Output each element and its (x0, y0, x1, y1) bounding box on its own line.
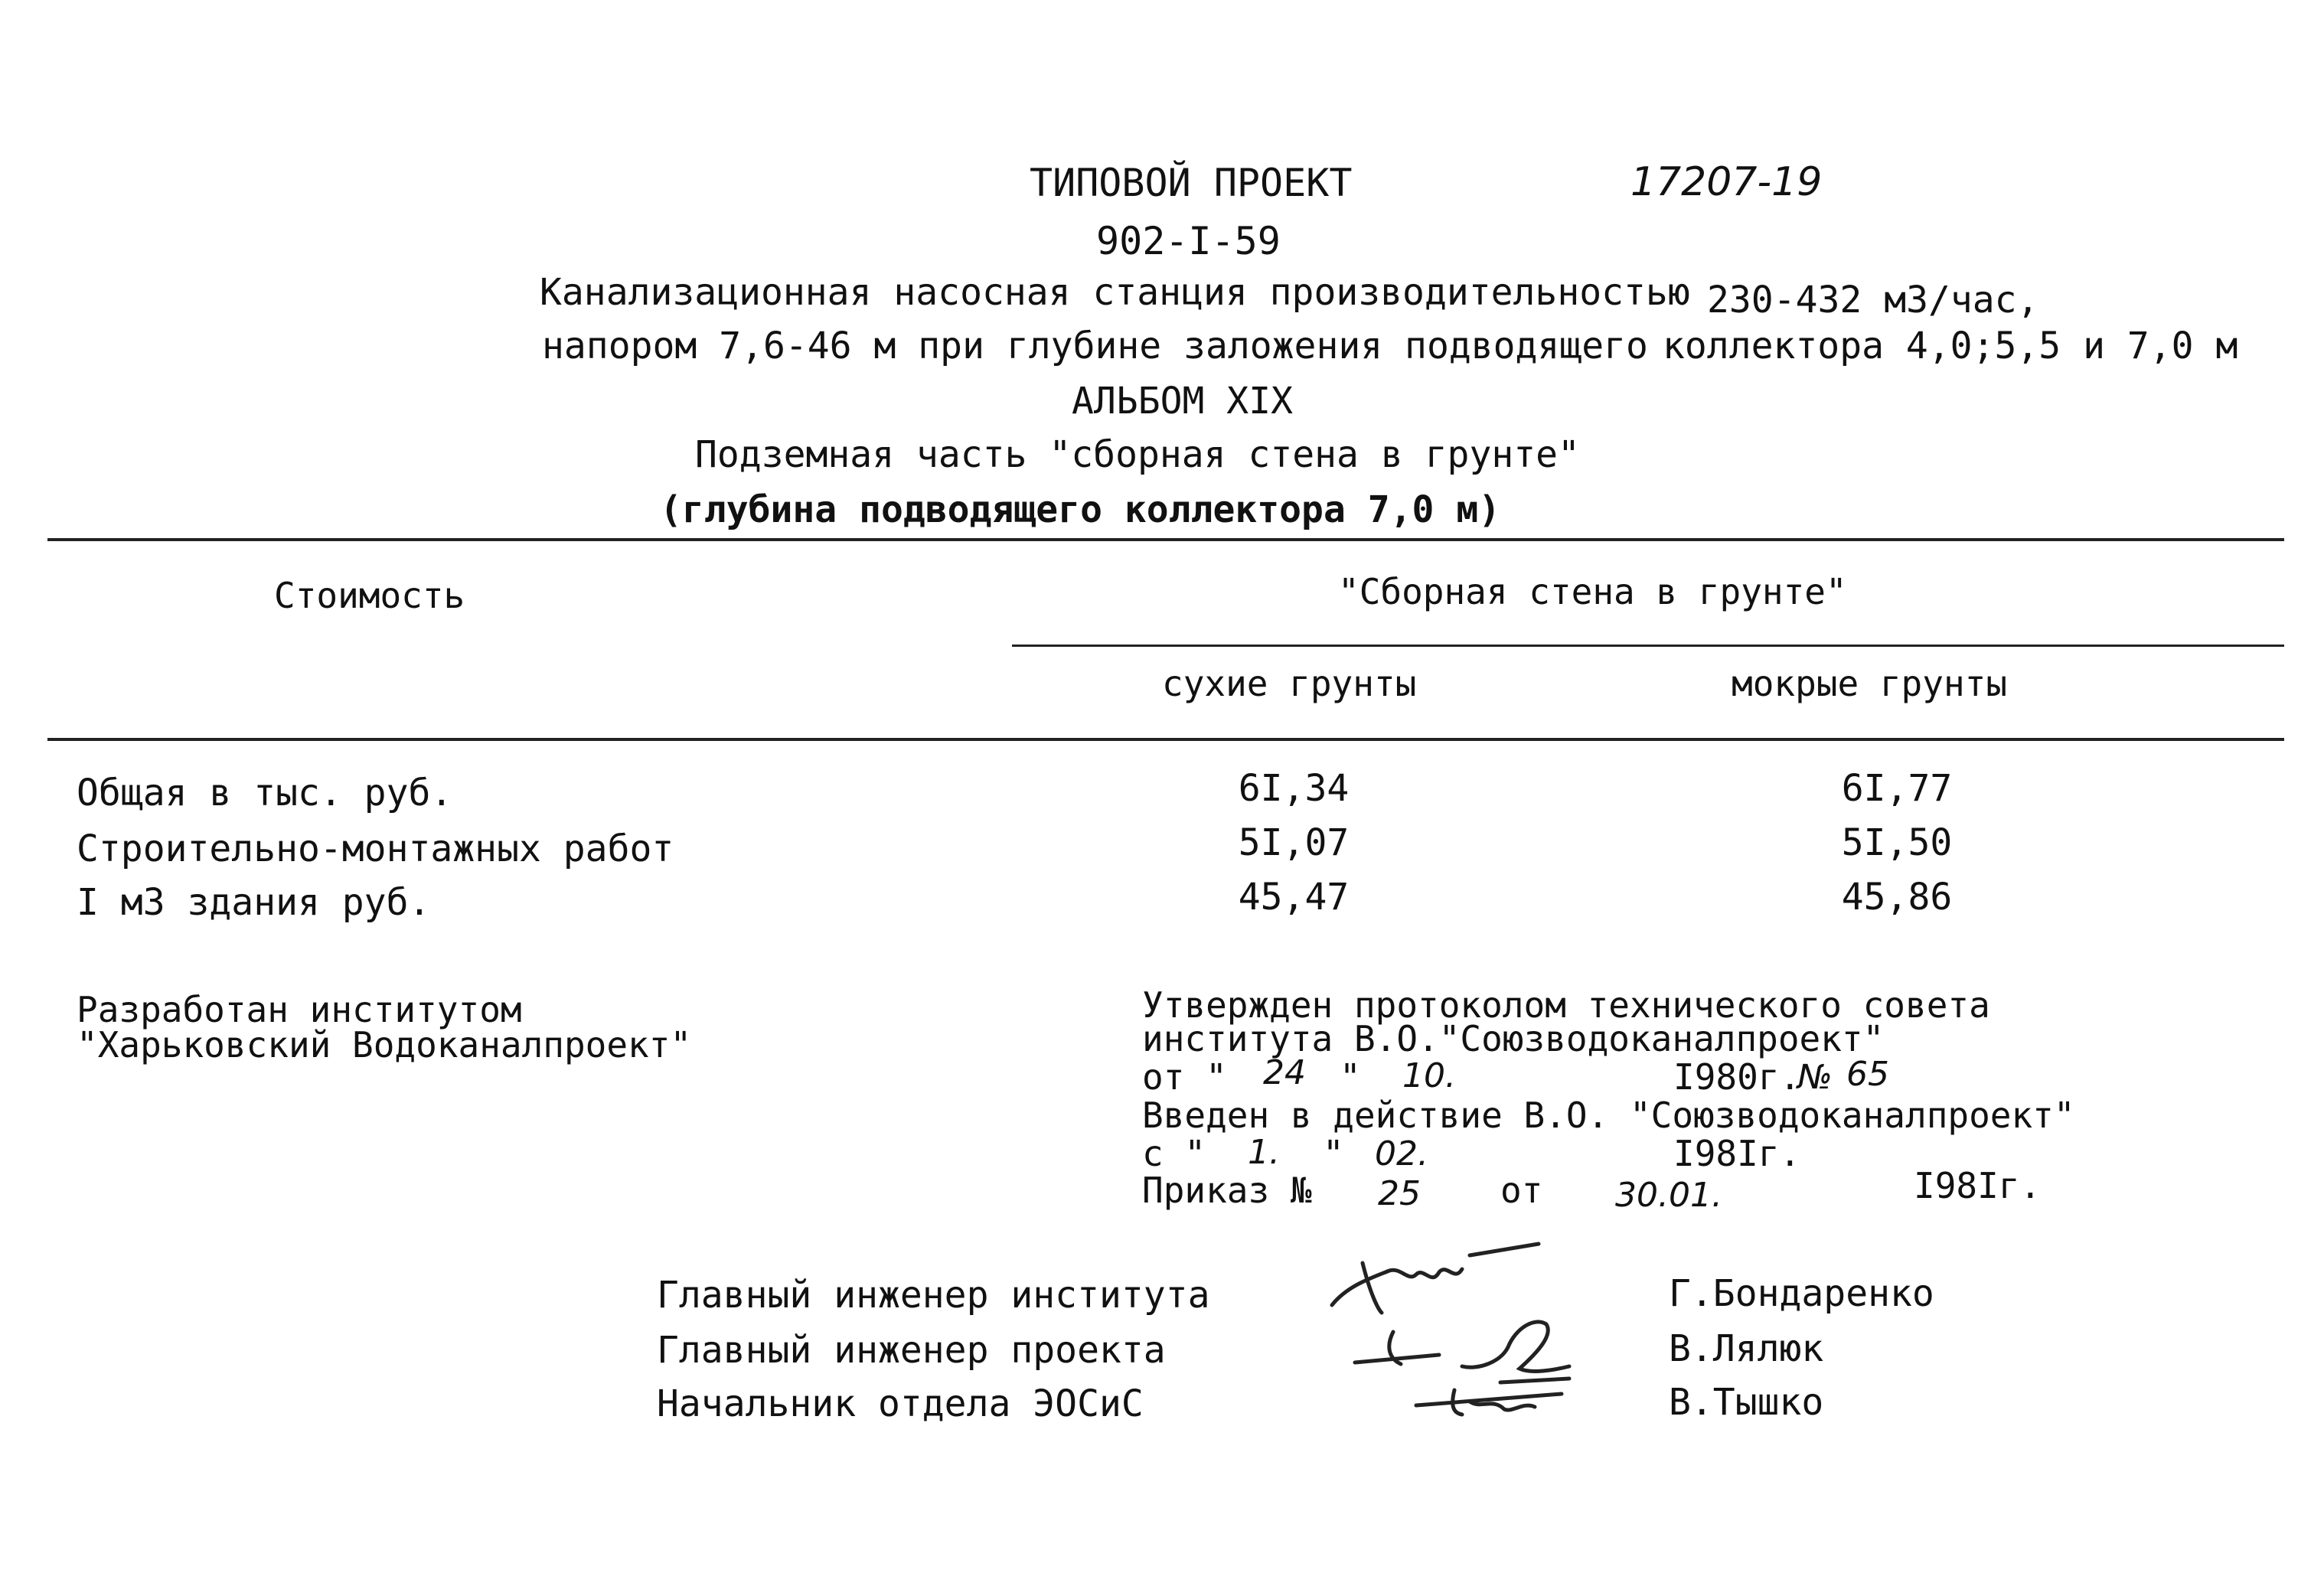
developer-label: Разработан институтом (77, 989, 522, 1030)
order-year: I98Iг. (1914, 1165, 2042, 1206)
approval-line1: Утвержден протоколом технического совета (1142, 984, 1990, 1026)
column-header-wet-soil: мокрые грунты (1732, 663, 2008, 704)
approval-date-month: 10. (1402, 1056, 1456, 1095)
description-capacity: 230-432 м3/час, (1707, 279, 2039, 321)
signatory-name: В.Тышко (1669, 1381, 1824, 1424)
signatory-role: Начальник отдела ЭОСиС (657, 1382, 1144, 1425)
approval-date-quote: " (1340, 1056, 1361, 1098)
enacted-date-quote: " (1323, 1133, 1344, 1174)
column-group-rule (1012, 645, 2284, 647)
protocol-number-sign: № (1797, 1058, 1833, 1097)
description-line1: Канализационная насосная станция производительностью (540, 271, 1690, 314)
value-dry: 6I,34 (1238, 767, 1350, 810)
value-wet: 6I,77 (1841, 767, 1953, 810)
signature-glyph (1408, 1367, 1577, 1428)
value-wet: 45,86 (1841, 876, 1953, 919)
signatory-role: Главный инженер проекта (657, 1329, 1166, 1372)
approval-line2: института В.О."Союзводоканалпроект" (1142, 1018, 1885, 1059)
album-subtitle: Подземная часть "сборная стена в грунте" (695, 433, 1580, 476)
signatory-name: Г.Бондаренко (1669, 1272, 1934, 1315)
protocol-number: 65 (1846, 1055, 1889, 1094)
value-wet: 5I,50 (1841, 821, 1953, 864)
table-header-rule (47, 738, 2284, 741)
description-collector-depths: коллектора 4,0;5,5 и 7,0 м (1663, 325, 2238, 367)
table-top-rule (47, 538, 2284, 541)
order-date: 30.01. (1615, 1176, 1722, 1215)
approval-date-year: I980г. (1673, 1056, 1801, 1098)
album-label: АЛЬБОМ XIX (1072, 380, 1293, 423)
enacted-date-day: 1. (1248, 1133, 1280, 1172)
approval-date-prefix: от " (1142, 1056, 1227, 1098)
handwritten-archive-number: 17207-19 (1630, 159, 1823, 205)
order-number: 25 (1378, 1174, 1421, 1213)
enacted-date-prefix: с " (1142, 1133, 1206, 1174)
row-label: Строительно-монтажных работ (77, 827, 674, 870)
collector-depth-note: (глубина подводящего коллектора 7,0 м) (660, 488, 1501, 531)
signatory-name: В.Лялюк (1669, 1327, 1824, 1370)
signatory-role: Главный инженер института (657, 1274, 1210, 1317)
description-line2: напором 7,6-46 м при глубине заложения подводящего (542, 325, 1648, 367)
enacted-date-year: I98Iг. (1673, 1133, 1801, 1174)
row-label: Общая в тыс. руб. (77, 772, 453, 814)
enacted-date-month: 02. (1375, 1134, 1428, 1173)
value-dry: 5I,07 (1238, 821, 1350, 864)
approval-date-day: 24 (1263, 1053, 1306, 1092)
column-header-group: "Сборная стена в грунте" (1338, 571, 1847, 612)
order-label: Приказ № (1142, 1170, 1312, 1211)
column-header-cost: Стоимость (274, 575, 465, 616)
enacted-line: Введен в действие В.О. "Союзводоканалпроект" (1142, 1095, 2075, 1136)
developer-institute: "Харьковский Водоканалпроект" (77, 1024, 692, 1066)
row-label: I м3 здания руб. (77, 881, 431, 924)
column-header-dry-soil: сухие грунты (1162, 663, 1417, 704)
value-dry: 45,47 (1238, 876, 1350, 919)
order-from: от (1500, 1170, 1543, 1211)
project-code: 902-I-59 (1096, 219, 1281, 263)
document-title: ТИПОВОЙ ПРОЕКТ (1030, 161, 1353, 205)
